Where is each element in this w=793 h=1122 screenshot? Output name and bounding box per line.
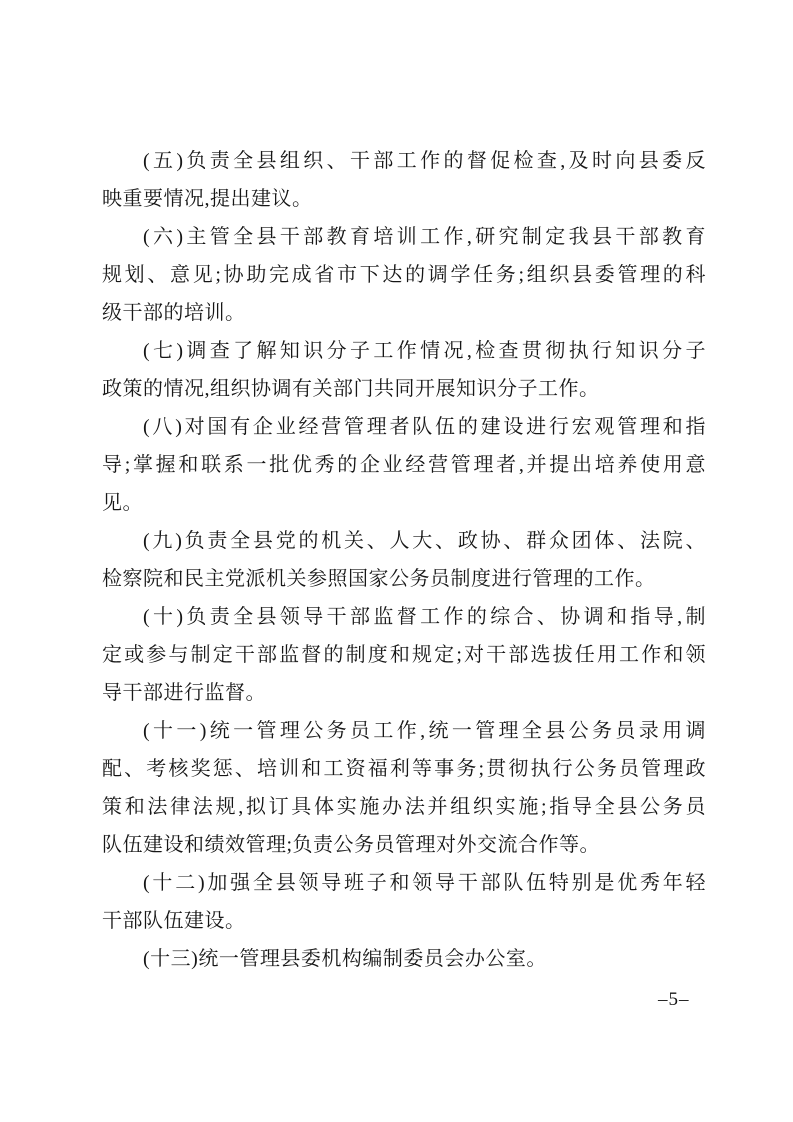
text-line: 级干部的培训。 bbox=[102, 302, 246, 324]
paragraph bbox=[102, 218, 706, 332]
text-line: 干部队伍建设。 bbox=[102, 910, 246, 932]
text-line: (八)对国有企业经营管理者队伍的建设进行宏观管理和指 bbox=[143, 416, 706, 438]
text-line: 定或参与制定干部监督的制度和规定;对干部选拔任用工作和领 bbox=[102, 644, 706, 666]
paragraph bbox=[102, 864, 706, 940]
text-line: 规划、意见;协助完成省市下达的调学任务;组织县委管理的科 bbox=[102, 264, 706, 286]
body-text bbox=[102, 142, 706, 978]
text-line: 策和法律法规,拟订具体实施办法并组织实施;指导全县公务员 bbox=[102, 796, 706, 818]
text-line: 检察院和民主党派机关参照国家公务员制度进行管理的工作。 bbox=[102, 568, 656, 590]
text-line: 队伍建设和绩效管理;负责公务员管理对外交流合作等。 bbox=[102, 834, 601, 856]
paragraph bbox=[102, 332, 706, 408]
text-line: (九)负责全县党的机关、人大、政协、群众团体、法院、 bbox=[143, 530, 706, 552]
text-line: (五)负责全县组织、干部工作的督促检查,及时向县委反 bbox=[143, 150, 706, 172]
paragraph bbox=[102, 408, 706, 522]
paragraph bbox=[102, 712, 706, 864]
page-number: –5– bbox=[658, 989, 690, 1010]
text-line: (十)负责全县领导干部监督工作的综合、协调和指导,制 bbox=[143, 606, 706, 628]
text-line: (六)主管全县干部教育培训工作,研究制定我县干部教育 bbox=[143, 226, 706, 248]
text-line: (十二)加强全县领导班子和领导干部队伍特别是优秀年轻 bbox=[143, 872, 706, 894]
text-line: 映重要情况,提出建议。 bbox=[102, 188, 313, 210]
paragraph bbox=[102, 598, 706, 712]
text-line: 导干部进行监督。 bbox=[102, 682, 266, 704]
text-line: (十一)统一管理公务员工作,统一管理全县公务员录用调 bbox=[143, 720, 706, 742]
text-line: 导;掌握和联系一批优秀的企业经营管理者,并提出培养使用意 bbox=[102, 454, 706, 476]
text-line: (十三)统一管理县委机构编制委员会办公室。 bbox=[143, 948, 547, 970]
paragraph bbox=[102, 142, 706, 218]
text-line: (七)调查了解知识分子工作情况,检查贯彻执行知识分子 bbox=[143, 340, 706, 362]
paragraph bbox=[102, 940, 706, 978]
text-line: 政策的情况,组织协调有关部门共同开展知识分子工作。 bbox=[102, 378, 600, 400]
paragraph bbox=[102, 522, 706, 598]
text-line: 见。 bbox=[102, 492, 143, 514]
text-line: 配、考核奖惩、培训和工资福利等事务;贯彻执行公务员管理政 bbox=[102, 758, 706, 780]
